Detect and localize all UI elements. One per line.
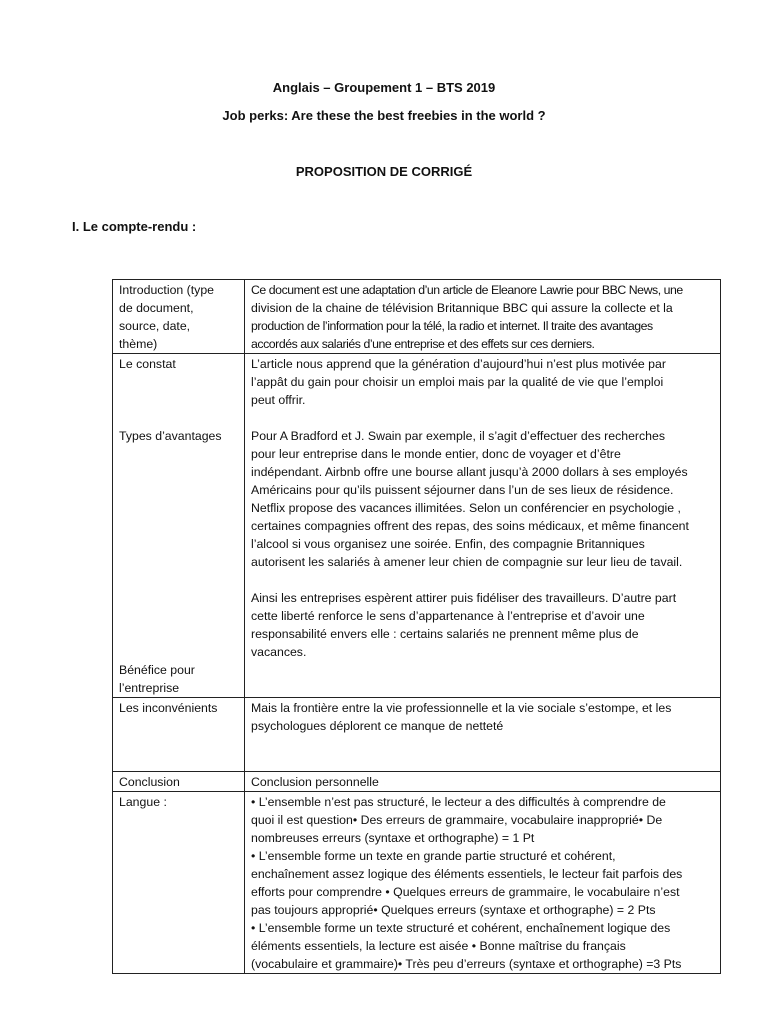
text-line: Conclusion personnelle: [251, 775, 379, 789]
row-content-conclusion: [245, 772, 721, 792]
text-line: peut offrir.: [251, 393, 306, 407]
row-label-inconvenients: [113, 698, 245, 772]
text-line: psychologues déplorent ce manque de netteté: [251, 719, 504, 733]
label-langue: Langue :: [119, 795, 167, 809]
text-line: • L’ensemble n’est pas structuré, le lecteur a des difficultés à comprendre de: [251, 795, 666, 809]
text-line: • L’ensemble forme un texte en grande partie structuré et cohérent,: [251, 849, 616, 863]
row-content-inconvenients: [245, 698, 721, 772]
text-line: cette liberté renforce le sens d’appartenance à l’entreprise et d’avoir une: [251, 609, 645, 623]
text-line: responsabilité envers elle : certains salariés ne prennent même plus de: [251, 627, 639, 641]
document-subtitle: Job perks: Are these the best freebies in the world ?: [222, 108, 546, 123]
text-line: • L’ensemble forme un texte structuré et cohérent, enchaînement logique des: [251, 921, 671, 935]
row-label-conclusion: [113, 772, 245, 792]
text-line: indépendant. Airbnb offre une bourse allant jusqu’à 2000 dollars à ses employés: [251, 465, 688, 479]
section-heading: I. Le compte-rendu :: [72, 219, 197, 234]
text-line: Mais la frontière entre la vie professionnelle et la vie sociale s’estompe, et les: [251, 701, 672, 715]
label-types-avantages: Types d’avantages: [119, 429, 222, 443]
text-line: quoi il est question• Des erreurs de grammaire, vocabulaire inapproprié• De: [251, 813, 663, 827]
label-benefice: Bénéfice pour: [119, 663, 195, 677]
row-label-introduction: [113, 280, 245, 354]
table-row-introduction: [113, 280, 721, 354]
text-line: (vocabulaire et grammaire)• Très peu d’erreurs (syntaxe et orthographe) =3 Pts: [251, 957, 682, 971]
label-line: source, date,: [119, 319, 191, 333]
label-conclusion: Conclusion: [119, 775, 180, 789]
table-row-constat: [113, 354, 721, 698]
text-line: vacances.: [251, 645, 307, 659]
text-line: autorisent les salariés à amener leur chien de compagnie sur leur lieu de tavail.: [251, 555, 683, 569]
text-line: Pour A Bradford et J. Swain par exemple, il s’agit d’effectuer des recherches: [251, 429, 665, 443]
label-line: de document,: [119, 301, 194, 315]
text-line: enchaînement assez logique des éléments essentiels, le lecteur fait parfois des: [251, 867, 683, 881]
table-row-inconvenients: [113, 698, 721, 772]
row-content-introduction: [245, 280, 721, 354]
label-inconvenients: Les inconvénients: [119, 701, 218, 715]
text-line: Américains pour qu’ils puissent séjourner dans l’un de ses lieux de résidence.: [251, 483, 674, 497]
text-line: Netflix propose des vacances illimitées. Selon un conférencier en psychologie ,: [251, 501, 681, 515]
text-line: accordés aux salariés d’une entreprise et des effets sur ces derniers.: [251, 337, 595, 351]
table-row-langue: [113, 792, 721, 974]
label-line: Introduction (type: [119, 283, 215, 297]
text-line: L’article nous apprend que la génération d’aujourd’hui n’est plus motivée par: [251, 357, 666, 371]
text-line: certaines compagnies offrent des repas, des soins médicaux, et même financent: [251, 519, 689, 533]
table-row-conclusion: [113, 772, 721, 792]
text-line: l’appât du gain pour choisir un emploi mais par la qualité de vie que l’emploi: [251, 375, 664, 389]
row-label-langue: [113, 792, 245, 974]
label-line: thème): [119, 337, 158, 351]
label-constat: Le constat: [119, 357, 176, 371]
label-benefice: l’entreprise: [119, 681, 180, 695]
text-line: Ce document est une adaptation d’un article de Eleanore Lawrie pour BBC News, une: [251, 283, 683, 297]
summary-table: [112, 279, 721, 974]
text-line: production de l’information pour la télé, la radio et internet. Il traite des avantages: [251, 319, 653, 333]
text-line: nombreuses erreurs (syntaxe et orthographe) = 1 Pt: [251, 831, 535, 845]
row-content-langue: [245, 792, 721, 974]
text-line: pour leur entreprise dans le monde entier, donc de voyager et d’être: [251, 447, 621, 461]
text-line: pas toujours approprié• Quelques erreurs (syntaxe et orthographe) = 2 Pts: [251, 903, 656, 917]
text-line: l’alcool si vous organisez une soirée. Enfin, des compagnie Britanniques: [251, 537, 645, 551]
document-title: Anglais – Groupement 1 – BTS 2019: [272, 80, 496, 95]
row-content-constat: [245, 354, 721, 698]
text-line: éléments essentiels, la lecture est aisée • Bonne maîtrise du français: [251, 939, 626, 953]
text-line: division de la chaine de télévision Britannique BBC qui assure la collecte et la: [251, 301, 673, 315]
document-heading: PROPOSITION DE CORRIGÉ: [295, 164, 473, 179]
text-line: efforts pour comprendre • Quelques erreurs de grammaire, le vocabulaire n’est: [251, 885, 680, 899]
row-label-constat: [113, 354, 245, 698]
text-line: Ainsi les entreprises espèrent attirer puis fidéliser des travailleurs. D’autre part: [251, 591, 677, 605]
